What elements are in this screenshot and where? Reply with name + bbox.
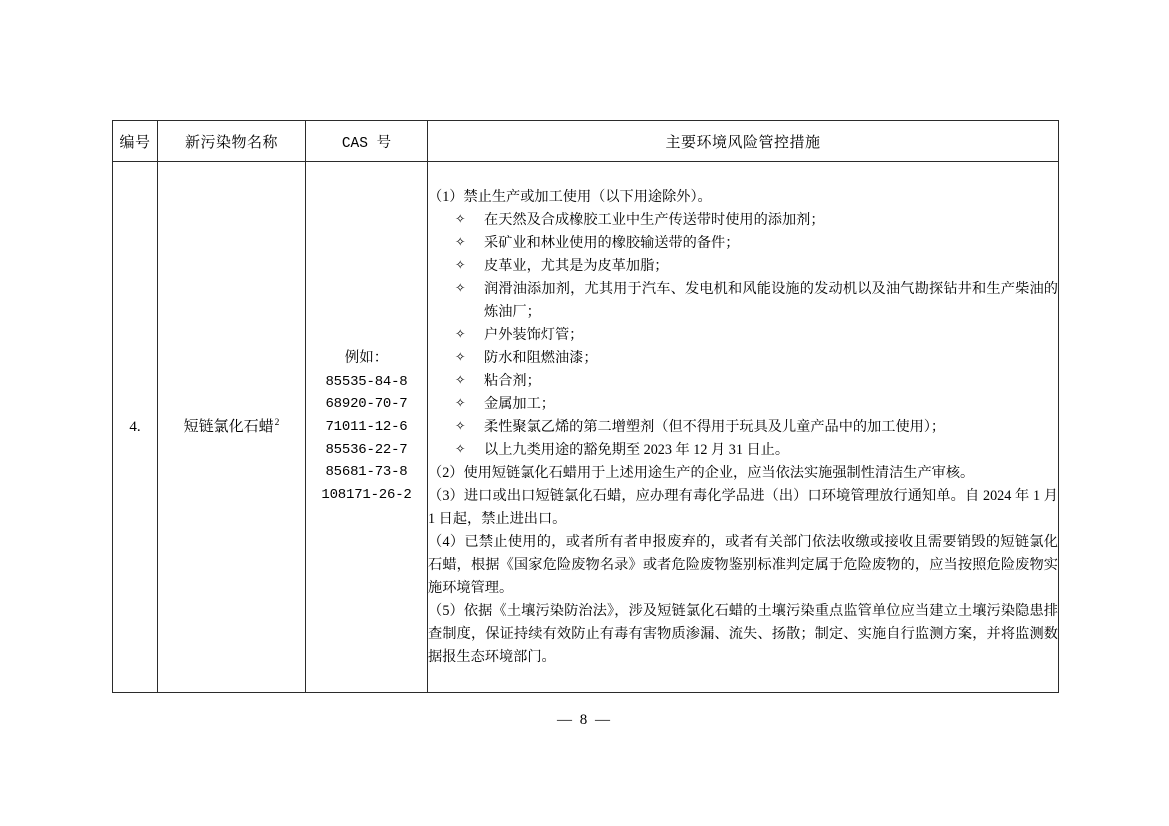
- pollutant-control-table: [112, 120, 1059, 693]
- cas-number-cell: [306, 162, 428, 693]
- cas-number: 85535-84-8: [325, 373, 408, 390]
- column-header-measures: 主要环境风险管控措施: [428, 121, 1059, 162]
- list-item: [428, 209, 1058, 232]
- cas-number: 85681-73-8: [325, 464, 408, 481]
- list-item-label: 粘合剂；: [484, 372, 541, 389]
- diamond-bullet-icon: ✧: [455, 279, 466, 295]
- measure-item-4: （4）已禁止使用的，或者所有者申报废弃的，或者有关部门依法收缴或接收且需要销毁的短链氯化石蜡，根据《国家危险废物名录》或者危险废物鉴别标准判定属于危险废物的，应当按照危险废物实施环境管理。: [428, 533, 1058, 596]
- column-header-no: 编号: [113, 121, 158, 162]
- list-item: [428, 393, 1058, 416]
- column-header-cas: CAS 号: [306, 121, 428, 162]
- list-item-label: 润滑油添加剂，尤其用于汽车、发电机和风能设施的发动机以及油气勘探钻井和生产柴油的炼油厂；: [484, 280, 1058, 320]
- list-item: [428, 255, 1058, 278]
- measure-item-3: （3）进口或出口短链氯化石蜡，应办理有毒化学品进（出）口环境管理放行通知单。自 2024 年 1 月 1 日起，禁止进出口。: [428, 487, 1058, 527]
- diamond-bullet-icon: ✧: [455, 233, 466, 249]
- pollutant-name: 短链氯化石蜡: [183, 418, 274, 435]
- cas-label: 例如：: [344, 350, 389, 367]
- row-number: 4.: [113, 162, 158, 693]
- list-item: [428, 324, 1058, 347]
- list-item-label: 采矿业和林业使用的橡胶输送带的备件；: [484, 234, 740, 251]
- list-item-label: 在天然及合成橡胶工业中生产传送带时使用的添加剂；: [484, 211, 825, 228]
- diamond-bullet-icon: ✧: [455, 417, 466, 433]
- list-item-label: 以上九类用途的豁免期至 2023 年 12 月 31 日止。: [484, 441, 790, 458]
- list-item: [428, 347, 1058, 370]
- diamond-bullet-icon: ✧: [455, 256, 466, 272]
- measure-item-2: （2）使用短链氯化石蜡用于上述用途生产的企业，应当依法实施强制性清洁生产审核。: [428, 464, 975, 481]
- cas-number: 108171-26-2: [321, 487, 412, 504]
- list-item: [428, 232, 1058, 255]
- page-number-footer: — 8 —: [557, 712, 612, 728]
- pollutant-name-footnote-marker: 2: [274, 417, 280, 428]
- diamond-bullet-icon: ✧: [455, 394, 466, 410]
- cas-number: 85536-22-7: [325, 441, 408, 458]
- column-header-name: 新污染物名称: [158, 121, 306, 162]
- measure-item-5: （5）依据《土壤污染防治法》，涉及短链氯化石蜡的土壤污染重点监管单位应当建立土壤污染隐患排查制度，保证持续有效防止有毒有害物质渗漏、流失、扬散；制定、实施自行监测方案，并将监测数据报生态环境部门。: [428, 602, 1058, 665]
- diamond-bullet-icon: ✧: [455, 440, 466, 456]
- table-row: [113, 162, 1059, 693]
- list-item: [428, 416, 1058, 439]
- list-item-label: 户外装饰灯管；: [484, 326, 584, 343]
- list-item: [428, 370, 1058, 393]
- list-item-label: 防水和阻燃油漆；: [484, 349, 598, 366]
- diamond-bullet-icon: ✧: [455, 325, 466, 341]
- exemption-list: [428, 209, 1058, 462]
- diamond-bullet-icon: ✧: [455, 210, 466, 226]
- list-item: [428, 278, 1058, 324]
- measure-item-1: （1）禁止生产或加工使用（以下用途除外）。: [428, 188, 712, 205]
- measures-cell: [428, 162, 1059, 693]
- cas-number: 71011-12-6: [325, 419, 408, 436]
- list-item: [428, 439, 1058, 462]
- diamond-bullet-icon: ✧: [455, 371, 466, 387]
- list-item-label: 金属加工；: [484, 395, 555, 412]
- cas-number: 68920-70-7: [325, 396, 408, 413]
- diamond-bullet-icon: ✧: [455, 348, 466, 364]
- pollutant-name-cell: [158, 162, 306, 693]
- table-header-row: [113, 121, 1059, 162]
- list-item-label: 皮革业，尤其是为皮革加脂；: [484, 257, 669, 274]
- list-item-label: 柔性聚氯乙烯的第二增塑剂（但不得用于玩具及儿童产品中的加工使用）；: [484, 418, 946, 435]
